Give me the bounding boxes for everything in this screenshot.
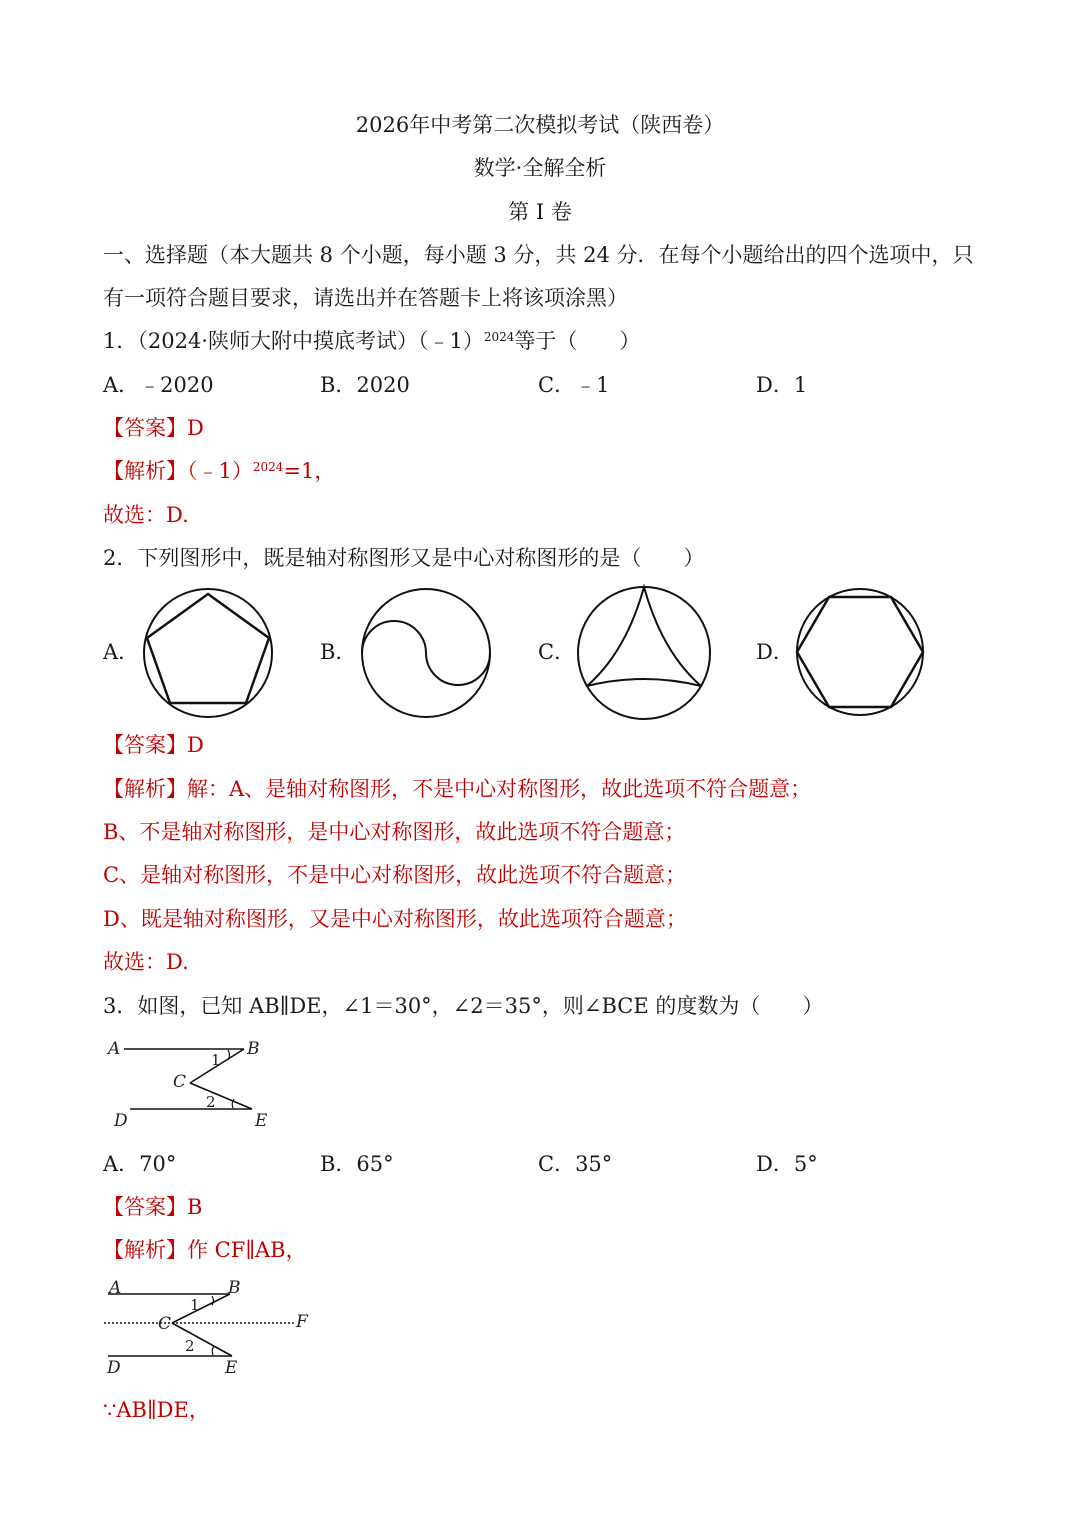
parallel-lines-auxiliary-figure [100,1276,320,1380]
q2-option-c-label: C． [538,640,576,664]
aux-label-angle-1: 1 [190,1296,200,1314]
q1-answer: 【答案】D [103,416,204,440]
q2-option-a-label: A． [103,640,140,664]
section-intro-line2: 有一项符合题目要求，请选出并在答题卡上将该项涂黑） [103,286,628,310]
q3-answer: 【答案】B [103,1195,203,1219]
label-e: E [255,1111,268,1131]
q2-analysis-line4: D、既是轴对称图形，又是中心对称图形，故此选项符合题意； [103,907,687,931]
aux-label-c: C [158,1314,172,1334]
label-c: C [173,1072,187,1092]
q3-option-b: B．65° [320,1152,394,1176]
q3-stem: 3．如图，已知 AB∥DE，∠1＝30°，∠2＝35°，则∠BCE 的度数为（ ） [103,994,824,1018]
label-angle-1: 1 [211,1051,221,1069]
q2-option-d-label: D． [756,640,794,664]
q2-answer: 【答案】D [103,733,204,757]
q3-analysis: 【解析】作 CF∥AB， [103,1238,307,1262]
aux-label-angle-2: 2 [185,1337,195,1355]
q3-option-a: A．70° [103,1152,177,1176]
q3-option-d: D．5° [756,1152,818,1176]
section-intro-line1: 一、选择题（本大题共 8 个小题，每小题 3 分，共 24 分．在每个小题给出的四个选项中，只 [103,243,974,267]
label-d: D [114,1111,128,1131]
aux-label-b: B [228,1278,241,1298]
q2-analysis-line2: B、不是轴对称图形，是中心对称图形，故此选项不符合题意； [103,820,686,844]
q2-conclusion: 故选：D. [103,950,189,974]
page-title: 2026年中考第二次模拟考试（陕西卷） [355,113,725,137]
aux-label-a: A [109,1278,122,1298]
circle-s-curve-figure [357,586,495,720]
circle-pentagon-figure [140,586,276,720]
label-a: A [108,1039,121,1059]
q2-stem: 2．下列图形中，既是轴对称图形又是中心对称图形的是（ ） [103,546,705,570]
q3-option-c: C．35° [538,1152,613,1176]
circle-curved-triangle-figure [574,584,714,722]
label-b: B [247,1039,260,1059]
page-subtitle: 数学·全解全析 [473,156,607,180]
aux-label-f: F [296,1312,308,1332]
aux-label-e: E [225,1358,238,1378]
q1-option-b: B．2020 [320,373,410,397]
q2-analysis-line1: 【解析】解：A、是轴对称图形，不是中心对称图形，故此选项不符合题意； [103,777,812,801]
q2-analysis-line3: C、是轴对称图形，不是中心对称图形，故此选项不符合题意； [103,863,687,887]
q1-option-d: D．1 [756,373,808,397]
circle-hexagon-figure [793,586,927,718]
label-angle-2: 2 [206,1093,216,1111]
q1-analysis: 【解析】（﹣1）$^{2024}$=1， [103,459,336,483]
aux-label-d: D [107,1358,121,1378]
q1-option-a: A．﹣2020 [103,373,214,397]
q2-option-b-label: B． [320,640,357,664]
q3-since-line: ∵AB∥DE， [103,1398,210,1422]
parallel-lines-figure [100,1034,280,1134]
volume-label: 第 I 卷 [508,200,572,224]
q1-option-c: C．﹣1 [538,373,610,397]
q1-stem: 1．（2024·陕师大附中摸底考试）（﹣1）$^{2024}$等于（ ） [103,329,641,353]
q1-conclusion: 故选：D. [103,503,189,527]
